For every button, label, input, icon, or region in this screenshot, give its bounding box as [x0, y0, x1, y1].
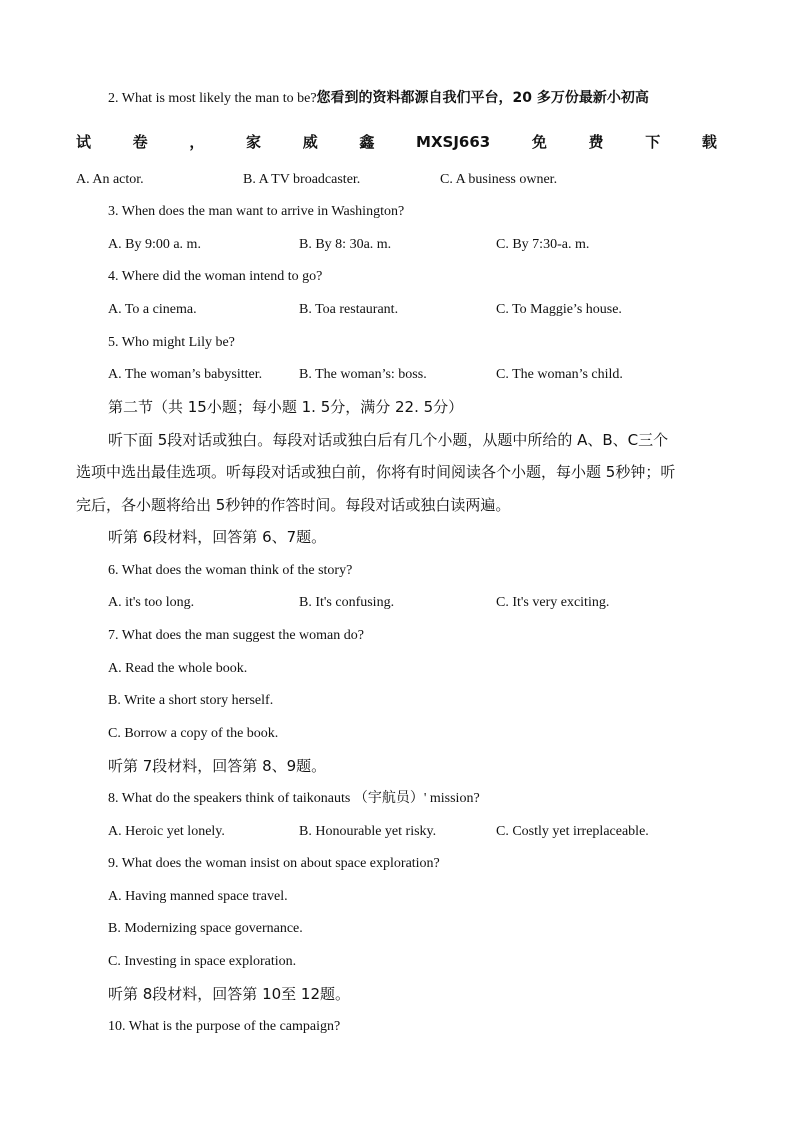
question-2-stem-line [108, 89, 649, 108]
question-6-option-b: B. It's confusing. [299, 595, 395, 610]
question-9-stem: 9. What does the woman insist on about space exploration? [108, 856, 440, 871]
question-2-option-a: A. An actor. [76, 172, 144, 187]
question-2-stem: 2. What is most likely the man to be? [108, 91, 317, 106]
question-7-option-c: C. Borrow a copy of the book. [108, 726, 279, 741]
question-7-option-a: A. Read the whole book. [108, 661, 248, 676]
passage-8-intro: 听第 8段材料，回答第 10至 12题。 [108, 985, 351, 1003]
ad-text: 您看到的资料都源自我们平台，20 多万份最新小初高 [316, 90, 649, 106]
question-4-stem: 4. Where did the woman intend to go? [108, 269, 323, 284]
ad-char: 下 [645, 133, 661, 151]
question-5-option-b: B. The woman’s: boss. [299, 367, 427, 382]
question-3-option-a: A. By 9:00 a. m. [108, 237, 201, 252]
passage-6-intro: 听第 6段材料，回答第 6、7题。 [108, 528, 327, 546]
question-3-option-c: C. By 7:30-a. m. [496, 237, 590, 252]
ad-char: 卷 [132, 133, 148, 151]
question-8-option-c: C. Costly yet irreplaceable. [496, 824, 649, 839]
question-3-option-b: B. By 8: 30a. m. [299, 237, 392, 252]
question-7-option-b: B. Write a short story herself. [108, 693, 274, 708]
ad-char: 家 [246, 133, 262, 151]
ad-char: ， [189, 133, 205, 151]
question-9-option-c: C. Investing in space exploration. [108, 954, 297, 969]
ad-char: 载 [701, 133, 717, 151]
question-10-stem: 10. What is the purpose of the campaign? [108, 1019, 341, 1034]
passage-7-intro: 听第 7段材料，回答第 8、9题。 [108, 757, 327, 775]
question-6-option-a: A. it's too long. [108, 595, 195, 610]
question-6-stem: 6. What does the woman think of the story? [108, 563, 353, 578]
question-6-option-c: C. It's very exciting. [496, 595, 610, 610]
ad-text-line-2 [76, 133, 717, 151]
question-8-option-a: A. Heroic yet lonely. [108, 824, 225, 839]
section-2-instructions-line-1: 听下面 5段对话或独白。每段对话或独白后有几个小题，从题中所给的 A、B、C三个 [108, 431, 669, 449]
question-4-option-b: B. Toa restaurant. [299, 302, 399, 317]
question-4-option-c: C. To Maggie’s house. [496, 302, 622, 317]
question-3-stem: 3. When does the man want to arrive in Washington? [108, 204, 405, 219]
question-8-stem: 8. What do the speakers think of taikonauts （宇航员）' mission? [108, 791, 480, 806]
ad-char: 费 [588, 133, 604, 151]
question-5-stem: 5. Who might Lily be? [108, 335, 235, 350]
question-9-option-b: B. Modernizing space governance. [108, 921, 303, 936]
question-4-option-a: A. To a cinema. [108, 302, 197, 317]
ad-char: 免 [531, 133, 547, 151]
section-2-instructions-line-2: 选项中选出最佳选项。听每段对话或独白前，你将有时间阅读各个小题，每小题 5秒钟；听 [76, 463, 676, 481]
ad-char: 鑫 [359, 133, 375, 151]
ad-code: MXSJ663 [416, 133, 491, 151]
ad-char: 威 [302, 133, 318, 151]
question-8-option-b: B. Honourable yet risky. [299, 824, 437, 839]
question-2-option-c: C. A business owner. [440, 172, 558, 187]
question-5-option-a: A. The woman’s babysitter. [108, 367, 263, 382]
section-2-heading: 第二节（共 15小题；每小题 1. 5分，满分 22. 5分） [108, 398, 464, 416]
ad-char: 试 [76, 133, 92, 151]
question-2-option-b: B. A TV broadcaster. [243, 172, 361, 187]
question-9-option-a: A. Having manned space travel. [108, 889, 288, 904]
section-2-instructions-line-3: 完后，各小题将给出 5秒钟的作答时间。每段对话或独白读两遍。 [76, 496, 511, 514]
question-7-stem: 7. What does the man suggest the woman do? [108, 628, 364, 643]
question-5-option-c: C. The woman’s child. [496, 367, 623, 382]
